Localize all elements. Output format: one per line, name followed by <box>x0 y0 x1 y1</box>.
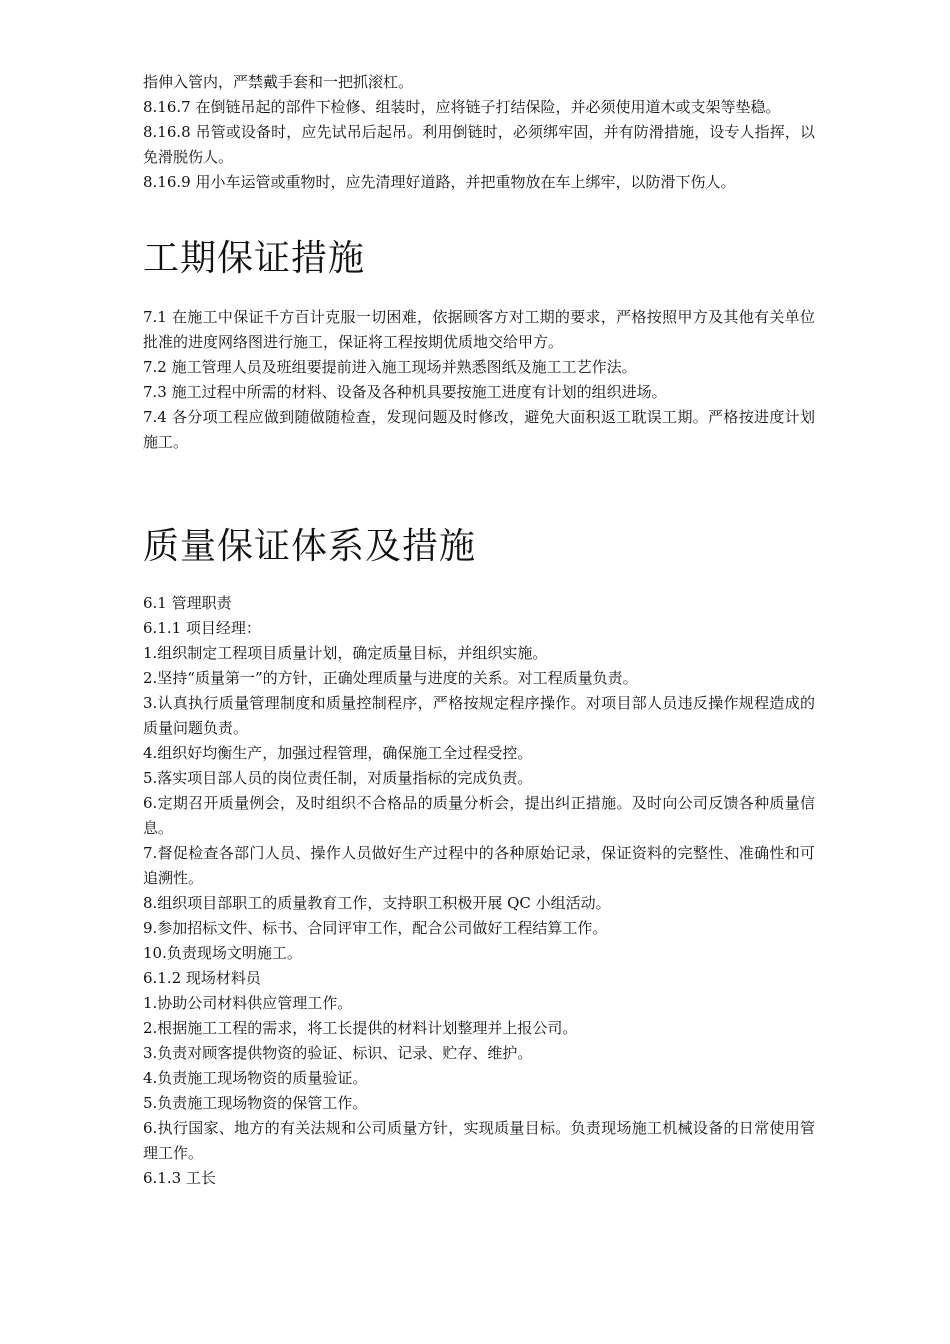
paragraph: 1.组织制定工程项目质量计划，确定质量目标，并组织实施。 <box>143 644 548 662</box>
paragraph: 7.督促检查各部门人员、操作人员做好生产过程中的各种原始记录，保证资料的完整性、准确性和可追溯性。 <box>143 844 815 887</box>
paragraph: 7.4 各分项工程应做到随做随检查，发现问题及时修改，避免大面积返工耽误工期。严格按进度计划施工。 <box>143 408 815 451</box>
paragraph: 指伸入管内，严禁戴手套和一把抓滚杠。 <box>143 73 414 91</box>
paragraph: 8.16.7 在倒链吊起的部件下检修、组装时，应将链子打结保险，并必须使用道木或支架等垫稳。 <box>143 98 781 116</box>
paragraph: 4.负责施工现场物资的质量验证。 <box>143 1069 368 1087</box>
section-quality-measures <box>143 591 815 1191</box>
paragraph: 7.1 在施工中保证千方百计克服一切困难，依据顾客方对工期的要求，严格按照甲方及其他有关单位批准的进度网络图进行施工，保证将工程按期优质地交给甲方。 <box>143 308 815 351</box>
paragraph: 6.1 管理职责 <box>143 594 232 612</box>
paragraph: 6.执行国家、地方的有关法规和公司质量方针，实现质量目标。负责现场施工机械设备的日常使用管理工作。 <box>143 1119 815 1162</box>
paragraph: 2.根据施工工程的需求，将工长提供的材料计划整理并上报公司。 <box>143 1019 578 1037</box>
paragraph: 2.坚持“质量第一”的方针，正确处理质量与进度的关系。对工程质量负责。 <box>143 669 638 687</box>
paragraph: 5.负责施工现场物资的保管工作。 <box>143 1094 368 1112</box>
section-safety-continued <box>143 70 815 195</box>
paragraph: 7.2 施工管理人员及班组要提前进入施工现场并熟悉图纸及施工工艺作法。 <box>143 358 637 376</box>
heading-quality-system: 质量保证体系及措施 <box>143 526 477 567</box>
paragraph: 3.负责对顾客提供物资的验证、标识、记录、贮存、维护。 <box>143 1044 533 1062</box>
paragraph: 8.16.8 吊管或设备时，应先试吊后起吊。利用倒链时，必须绑牢固，并有防滑措施，设专人指挥，以免滑脱伤人。 <box>143 123 815 166</box>
paragraph: 7.3 施工过程中所需的材料、设备及各种机具要按施工进度有计划的组织进场。 <box>143 383 667 401</box>
paragraph: 8.组织项目部职工的质量教育工作，支持职工积极开展 QC 小组活动。 <box>143 894 611 912</box>
paragraph: 6.定期召开质量例会，及时组织不合格品的质量分析会，提出纠正措施。及时向公司反馈各种质量信息。 <box>143 794 815 837</box>
section-schedule-measures <box>143 305 815 455</box>
paragraph: 6.1.2 现场材料员 <box>143 969 261 987</box>
paragraph: 9.参加招标文件、标书、合同评审工作，配合公司做好工程结算工作。 <box>143 919 608 937</box>
document-page <box>143 70 815 1191</box>
paragraph: 4.组织好均衡生产，加强过程管理，确保施工全过程受控。 <box>143 744 533 762</box>
paragraph: 6.1.3 工长 <box>143 1169 216 1187</box>
paragraph: 5.落实项目部人员的岗位责任制，对质量指标的完成负责。 <box>143 769 533 787</box>
paragraph: 6.1.1 项目经理： <box>143 619 261 637</box>
paragraph: 10.负责现场文明施工。 <box>143 944 302 962</box>
heading-schedule-guarantee: 工期保证措施 <box>143 238 366 279</box>
paragraph: 1.协助公司材料供应管理工作。 <box>143 994 353 1012</box>
paragraph: 8.16.9 用小车运管或重物时，应先清理好道路，并把重物放在车上绑牢，以防滑下伤人。 <box>143 173 736 191</box>
paragraph: 3.认真执行质量管理制度和质量控制程序，严格按规定程序操作。对项目部人员违反操作规程造成的质量问题负责。 <box>143 694 815 737</box>
